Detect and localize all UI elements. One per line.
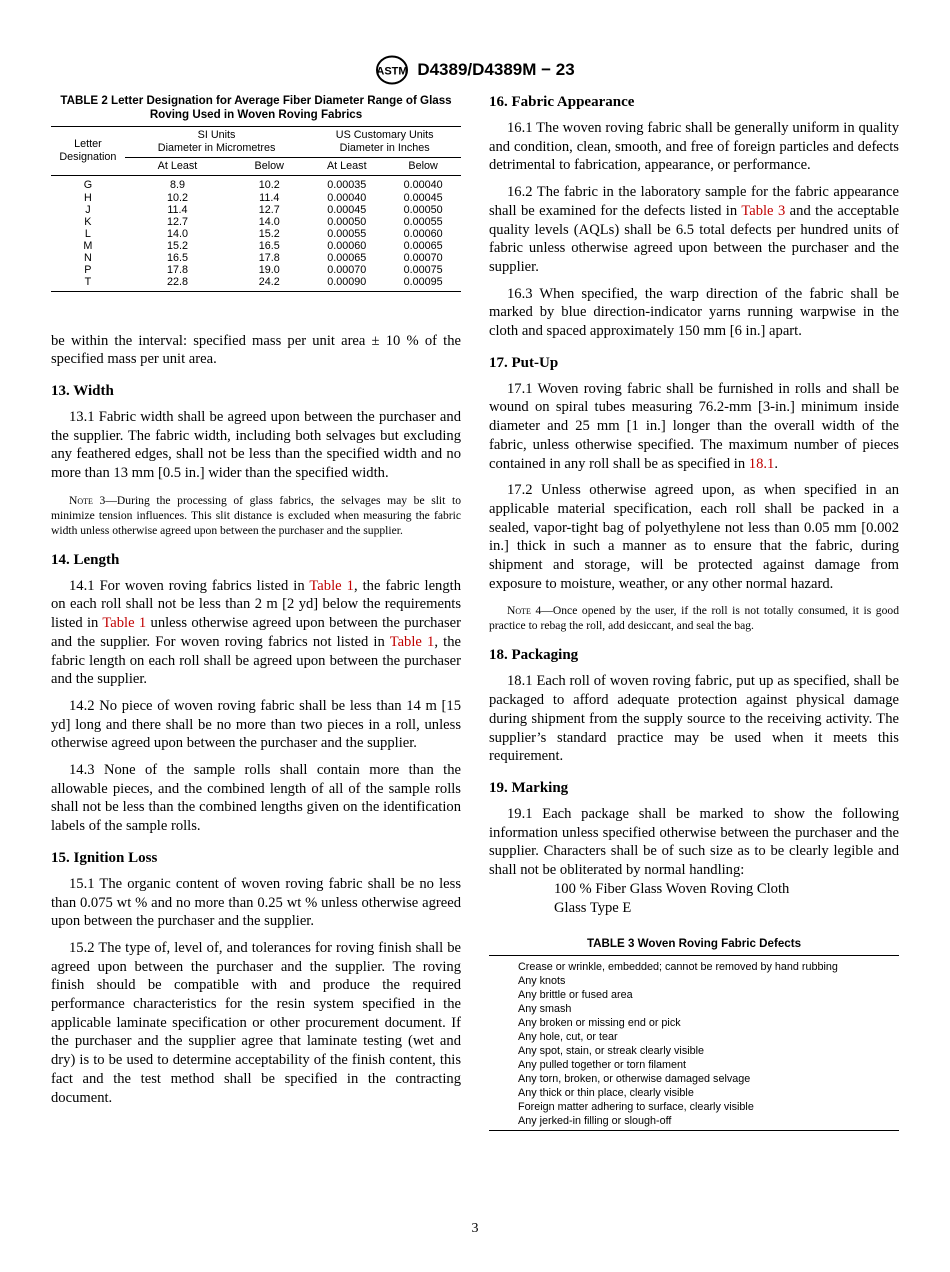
para-18-1: 18.1 Each roll of woven roving fabric, put up as specified, shall be packaged to afford adequate protection against physical damage during shipment from the supply source to the receiving activity. The supplier’s standard practice may be used when it meets this requirement. bbox=[489, 673, 899, 765]
table2-cell: 0.00060 bbox=[327, 239, 367, 252]
note-3 bbox=[51, 493, 461, 538]
table2-cell: L bbox=[84, 227, 91, 240]
si-below-header: Below bbox=[254, 160, 284, 172]
para-17-1 bbox=[489, 380, 899, 474]
si-units-header bbox=[125, 127, 309, 158]
table2-cell: 0.00055 bbox=[403, 215, 443, 228]
note-4-text: 4—Once opened by the user, if the roll is not totally consumed, it is good practice to rebag the roll, add desiccant, and seal the bag. bbox=[489, 604, 899, 633]
table2-cell: 0.00090 bbox=[327, 275, 367, 288]
note-3-text: 3—During the processing of glass fabrics, the selvages may be slit to minimize tension influences. This slit distance is excluded when measuring the fabric width unless otherwise agreed upon between the purchaser and the supplier. bbox=[51, 493, 461, 537]
para-17-1-b: . bbox=[774, 455, 778, 472]
para-16-2-b: and the acceptable quality levels (AQLs) shall be 6.5 total defects per hundred units of fabric unless otherwise agreed upon between the purchaser and the supplier. bbox=[489, 202, 899, 275]
table2-cell: 17.8 bbox=[166, 263, 188, 276]
table2-cell: 16.5 bbox=[166, 251, 188, 264]
table3-row bbox=[489, 1100, 899, 1114]
table2-cell: 15.2 bbox=[258, 227, 280, 240]
table3-caption: TABLE 3 Woven Roving Fabric Defects bbox=[586, 937, 802, 951]
table2-cell: 17.8 bbox=[258, 251, 280, 264]
table3-row bbox=[489, 988, 899, 1002]
para-14-1-a: 14.1 For woven roving fabrics listed in bbox=[69, 577, 310, 594]
continued-paragraph: be within the interval: specified mass per unit area ± 10 % of the specified mass per unit area. bbox=[51, 332, 461, 368]
document-designation: D4389/D4389M − 23 bbox=[417, 60, 575, 79]
table2-cell: 0.00065 bbox=[327, 251, 367, 264]
table2-row bbox=[51, 216, 461, 228]
table2-cell: 11.4 bbox=[259, 191, 280, 204]
section-17-heading: 17. Put-Up bbox=[489, 354, 559, 371]
table3-row bbox=[489, 1044, 899, 1058]
section-13-heading: 13. Width bbox=[51, 382, 114, 399]
us-units-header bbox=[308, 127, 461, 158]
para-17-2: 17.2 Unless otherwise agreed upon, as when specified in an applicable material specification, each roll shall be packed in a sealed, vapor-tight bag of polyethylene not less than 0.05 mm [0.002 in.] thick in such a manner as to ensure that the fabric, during shipment and storage, will be protected against damage from exposure to moisture, weather, or any other normal hazard. bbox=[489, 482, 899, 592]
table3-row bbox=[489, 1086, 899, 1100]
table2-cell: 0.00070 bbox=[327, 263, 367, 276]
section-19-heading: 19. Marking bbox=[489, 779, 569, 796]
page-number: 3 bbox=[471, 1221, 479, 1236]
table2-row bbox=[51, 228, 461, 240]
svg-text:ASTM: ASTM bbox=[376, 65, 408, 78]
table2-cell: J bbox=[85, 203, 91, 216]
para-13-1: 13.1 Fabric width shall be agreed upon between the purchaser and the supplier. The fabric width, including both selvages but excluding any feathered edges, shall not be less than the specified width and no more than 13 mm [0.5 in.] wider than the specified width. bbox=[51, 408, 461, 482]
table3-row bbox=[489, 1072, 899, 1086]
letter-designation-header: Letter Designation bbox=[59, 138, 117, 163]
table2-row bbox=[51, 204, 461, 216]
defect-item: Any jerked-in filling or slough-off bbox=[518, 1115, 672, 1128]
table2-row bbox=[51, 176, 461, 192]
note-4 bbox=[489, 603, 899, 633]
table3-row bbox=[489, 974, 899, 988]
defect-item: Any spot, stain, or streak clearly visible bbox=[518, 1045, 705, 1058]
table2-cell: K bbox=[84, 215, 92, 228]
table2-cell: N bbox=[83, 251, 92, 264]
defect-item: Crease or wrinkle, embedded; cannot be removed by hand rubbing bbox=[518, 961, 838, 974]
table2-cell: 14.0 bbox=[166, 227, 188, 240]
table2-cell: 0.00070 bbox=[403, 251, 443, 264]
table2-cell: 0.00040 bbox=[327, 191, 367, 204]
table2-cell: 0.00050 bbox=[403, 203, 443, 216]
table2-cell: 0.00065 bbox=[403, 239, 443, 252]
marking-line-2: Glass Type E bbox=[554, 899, 632, 916]
table2-cell: 0.00035 bbox=[327, 179, 367, 192]
table2-cell: 8.9 bbox=[169, 179, 185, 192]
para-16-3: 16.3 When specified, the warp direction of the fabric shall be marked by blue direction-indicator yarns running warpwise in the cloth and spaced approximately 150 mm [6 in.] apart. bbox=[489, 285, 899, 340]
table2-cell: 0.00045 bbox=[403, 191, 443, 204]
table1-link[interactable]: Table 1 bbox=[309, 577, 354, 594]
defect-item: Any smash bbox=[518, 1003, 572, 1016]
table2-cell: 24.2 bbox=[258, 275, 280, 288]
astm-logo-icon bbox=[375, 55, 409, 85]
table3 bbox=[489, 955, 899, 1131]
para-15-1: 15.1 The organic content of woven roving fabric shall be no less than 0.075 wt % and no more than 0.25 wt % unless otherwise agreed upon between the purchaser and the supplier. bbox=[51, 875, 461, 930]
para-16-2 bbox=[489, 183, 899, 277]
table2-cell: 0.00040 bbox=[403, 179, 443, 192]
table3-row bbox=[489, 956, 899, 975]
table1-link[interactable]: Table 1 bbox=[102, 615, 147, 632]
table2-cell: 22.8 bbox=[166, 275, 188, 288]
defect-item: Any brittle or fused area bbox=[518, 989, 633, 1002]
section-16-heading: 16. Fabric Appearance bbox=[489, 94, 635, 110]
table2-cell: 10.2 bbox=[166, 191, 188, 204]
si-sub-label: Diameter in Micrometres bbox=[157, 142, 276, 154]
us-at-least-header: At Least bbox=[326, 160, 367, 172]
table2-caption: TABLE 2 Letter Designation for Average Fiber Diameter Range of Glass Roving Used in Woven Roving Fabrics bbox=[60, 94, 452, 121]
marking-line-1: 100 % Fiber Glass Woven Roving Cloth bbox=[554, 880, 790, 897]
table2-cell: 16.5 bbox=[258, 239, 280, 252]
table3-link[interactable]: Table 3 bbox=[741, 202, 786, 219]
table2 bbox=[51, 126, 461, 292]
table2-row bbox=[51, 192, 461, 204]
para-14-1-b: , the fabric length on each roll shall not be less than 2 m [2 yd] below the requirements listed in bbox=[51, 577, 461, 632]
table2-cell: P bbox=[84, 263, 92, 276]
table2-row bbox=[51, 276, 461, 292]
para-14-1-c: unless otherwise agreed upon between the purchaser and the supplier. For woven roving fabrics not listed in bbox=[51, 615, 461, 650]
table1-link[interactable]: Table 1 bbox=[389, 633, 435, 650]
table3-row bbox=[489, 1002, 899, 1016]
table2-cell: M bbox=[83, 239, 93, 252]
right-column bbox=[489, 94, 899, 1131]
para-19-1: 19.1 Each package shall be marked to show the following information unless specified otherwise between the purchaser and the supplier. Characters shall be of such size as to be clearly legible and shall not be obliterated by normal handling: bbox=[489, 805, 899, 879]
table2-row bbox=[51, 240, 461, 252]
table3-row bbox=[489, 1058, 899, 1072]
si-group-label: SI Units bbox=[197, 129, 236, 141]
para-15-2: 15.2 The type of, level of, and tolerances for roving finish shall be agreed upon between the purchaser and the supplier. The roving finish should be compatible with and produce the required performance characteristics for the resin system specified in the applicable laminate specification or other procurement document. If the purchaser and the supplier agree that laminate testing (wet and dry) is to be used to determine acceptability of the finish content, this fact and the test method shall be specified in the contracting document. bbox=[51, 939, 461, 1106]
table2-cell: 0.00095 bbox=[403, 275, 443, 288]
defect-item: Any pulled together or torn filament bbox=[518, 1059, 687, 1072]
left-column bbox=[51, 94, 461, 1115]
table3-body bbox=[489, 956, 899, 1131]
table2-row bbox=[51, 264, 461, 276]
defect-item: Any torn, broken, or otherwise damaged selvage bbox=[518, 1073, 751, 1086]
para-14-3: 14.3 None of the sample rolls shall contain more than the allowable pieces, and the combined length of all of the sample rolls shall not be less than the combined lengths given on the identification labels of the sample rolls. bbox=[51, 762, 461, 835]
table3-row bbox=[489, 1030, 899, 1044]
section-18-heading: 18. Packaging bbox=[489, 647, 579, 664]
table2-body bbox=[51, 176, 461, 292]
note-3-label: Note bbox=[69, 493, 93, 507]
table2-row bbox=[51, 252, 461, 264]
table2-cell: 15.2 bbox=[166, 239, 188, 252]
table3-row bbox=[489, 1016, 899, 1030]
defect-item: Any hole, cut, or tear bbox=[518, 1031, 618, 1044]
defect-item: Any broken or missing end or pick bbox=[518, 1017, 681, 1030]
table2-cell: T bbox=[84, 275, 92, 288]
section-14-heading: 14. Length bbox=[51, 551, 120, 568]
table2-cell: 19.0 bbox=[258, 263, 280, 276]
table2-cell: 12.7 bbox=[258, 203, 280, 216]
table2-cell: 14.0 bbox=[258, 215, 280, 228]
defect-item: Foreign matter adhering to surface, clearly visible bbox=[518, 1101, 754, 1114]
table2-cell: 12.7 bbox=[166, 215, 188, 228]
table2-cell: 0.00075 bbox=[403, 263, 443, 276]
table3-row bbox=[489, 1114, 899, 1131]
para-16-1: 16.1 The woven roving fabric shall be generally uniform in quality and condition, clean, smooth, and free of foreign particles and defects detrimental to fabrication, appearance, or performance. bbox=[489, 120, 899, 174]
page-header bbox=[0, 55, 950, 85]
para-14-1 bbox=[51, 577, 461, 689]
table2-cell: 0.00060 bbox=[403, 227, 443, 240]
table2-cell: G bbox=[83, 179, 93, 192]
table2-cell: 0.00045 bbox=[327, 203, 367, 216]
defect-item: Any knots bbox=[518, 975, 566, 988]
table2-cell: H bbox=[83, 191, 92, 204]
note-4-label: Note bbox=[507, 604, 531, 618]
defect-item: Any thick or thin place, clearly visible bbox=[518, 1087, 694, 1100]
para-16-2-a: 16.2 The fabric in the laboratory sample for the fabric appearance shall be examined for the defects listed in bbox=[489, 184, 899, 219]
us-below-header: Below bbox=[408, 160, 438, 172]
para-14-1-d: , the fabric length on each roll shall be agreed upon between the purchaser and the supplier. bbox=[51, 633, 461, 688]
table2-cell: 11.4 bbox=[167, 203, 188, 216]
table2-cell: 0.00050 bbox=[327, 215, 367, 228]
section-15-heading: 15. Ignition Loss bbox=[51, 849, 158, 866]
para-14-2: 14.2 No piece of woven roving fabric shall be less than 14 m [15 yd] long and there shall be no more than two pieces in a roll, unless otherwise agreed upon between the purchaser and the supplier. bbox=[51, 697, 461, 752]
section-18-1-link[interactable]: 18.1 bbox=[748, 455, 775, 472]
table2-cell: 0.00055 bbox=[327, 227, 367, 240]
para-17-1-a: 17.1 Woven roving fabric shall be furnished in rolls and shall be wound on spiral tubes measuring 76.2-mm [3-in.] minimum inside diameter and 25 mm [1 in.] longer than the overall width of the fabric, unless otherwise specified. The maximum number of pieces contained in any roll shall be as specified in bbox=[489, 380, 899, 472]
us-group-label: US Customary Units bbox=[335, 129, 434, 141]
si-at-least-header: At Least bbox=[157, 160, 198, 172]
table2-cell: 10.2 bbox=[258, 179, 280, 192]
us-sub-label: Diameter in Inches bbox=[339, 142, 430, 154]
